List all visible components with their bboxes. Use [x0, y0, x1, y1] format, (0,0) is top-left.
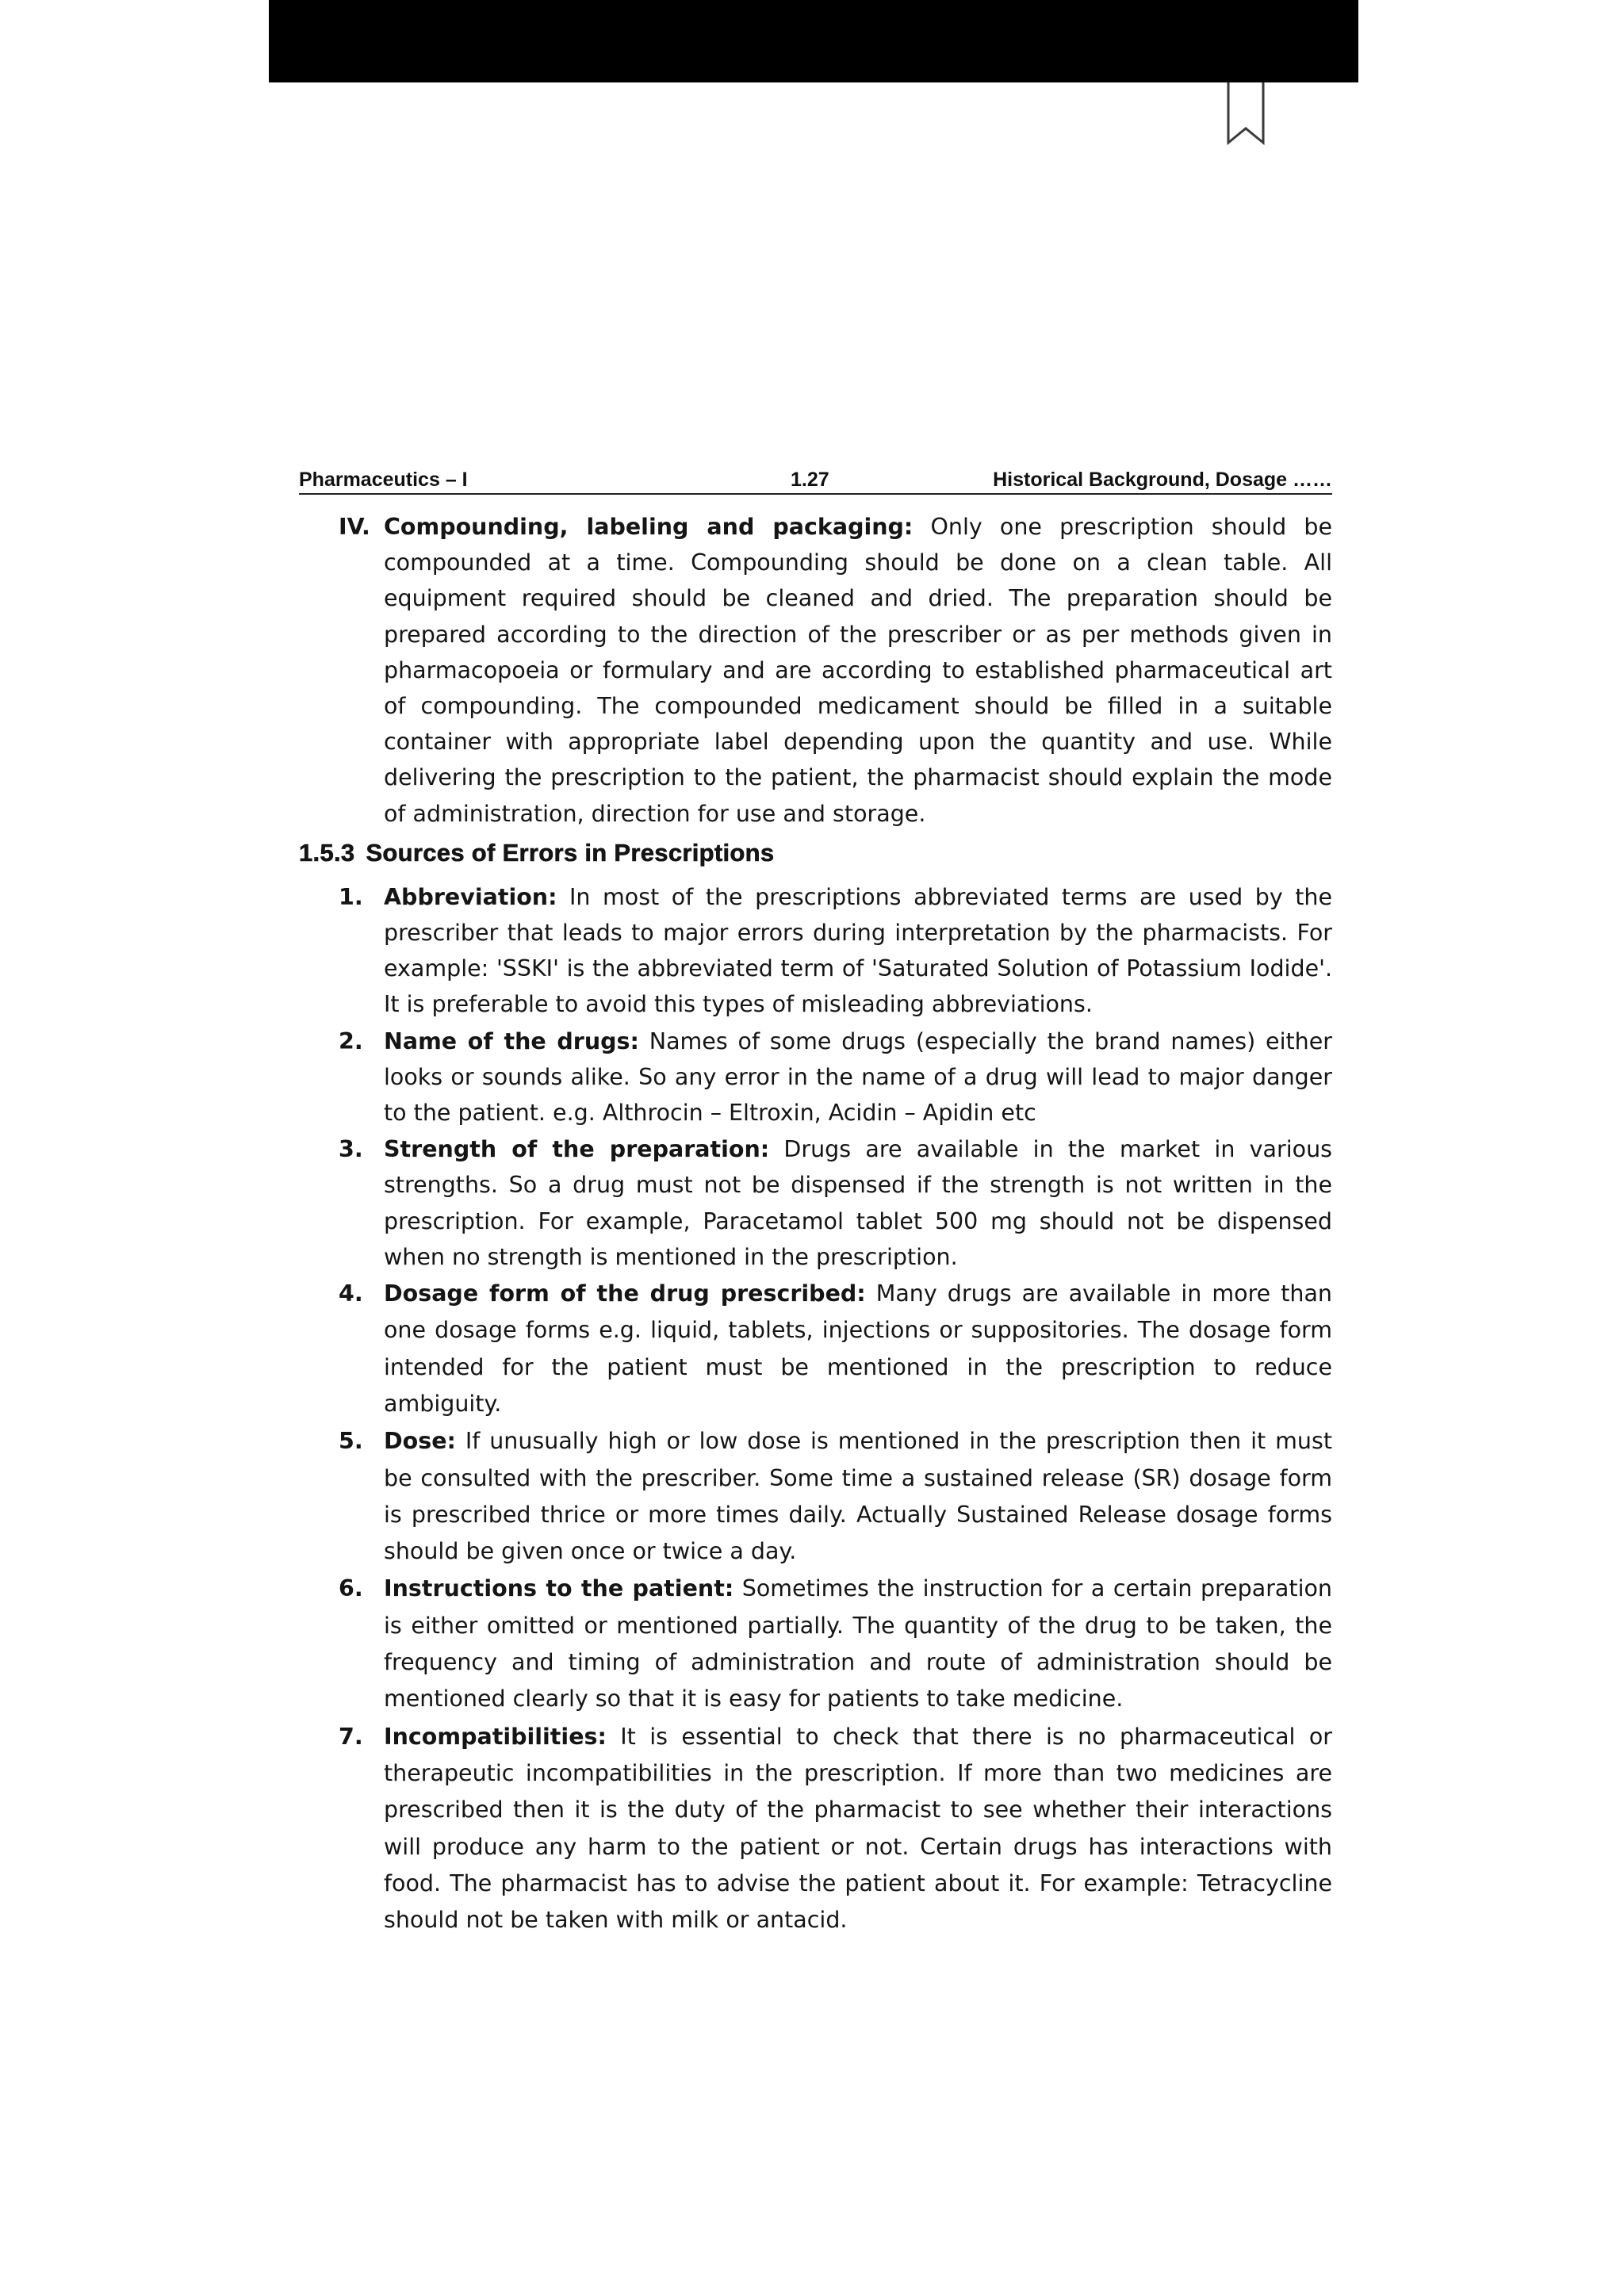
item-number: 2.	[339, 1027, 363, 1054]
list-item	[299, 1719, 1332, 1939]
item-term: Strength of the preparation:	[384, 1136, 770, 1163]
item-text: If unusually high or low dose is mentioned in the prescription then it must be consulted with the prescriber. Some time a sustained release (SR) dosage form is prescribed thrice or more times daily. Actually Sustained Release dosage forms should be given once or twice a day.	[384, 1428, 1332, 1565]
section-heading	[299, 835, 1332, 871]
item-number: 5.	[339, 1428, 363, 1455]
header-page-number: 1.27	[791, 469, 829, 491]
list-item	[299, 1131, 1332, 1275]
item-text: Names of some drugs (especially the brand names) either looks or sounds alike. So any error in the name of a drug will lead to major danger to the patient. e.g. Althrocin – Eltroxin, Acidin – Apidin etc	[384, 1027, 1332, 1127]
item-term: Instructions to the patient:	[384, 1575, 734, 1602]
item-number: 7.	[339, 1723, 363, 1750]
item-term: Name of the drugs:	[384, 1027, 639, 1054]
errors-list	[299, 879, 1332, 1939]
page-content	[299, 509, 1332, 1939]
bookmark-icon[interactable]	[1226, 82, 1266, 146]
item-term: Abbreviation:	[384, 883, 557, 910]
item-term: Dose:	[384, 1428, 456, 1455]
item-number: 4.	[339, 1280, 363, 1307]
list-item	[299, 1024, 1332, 1131]
section-title: Sources of Errors in Prescriptions	[366, 838, 775, 867]
top-black-bar	[269, 0, 1358, 82]
item-text: Only one prescription should be compounded at a time. Compounding should be done on a clean table. All equipment required should be cleaned and dried. The preparation should be prepared according to the direction of the prescriber or as per methods given in pharmacopoeia or formulary and are according to established pharmaceutical art of compounding. The compounded medicament should be filled in a suitable container with appropriate label depending upon the quantity and use. While delivering the prescription to the patient, the pharmacist should explain the mode of administration, direction for use and storage.	[384, 514, 1332, 827]
item-text: It is essential to check that there is no pharmaceutical or therapeutic incompatibilities in the prescription. If more than two medicines are prescribed then it is the duty of the pharmacist to see whether their interactions will produce any harm to the patient or not. Certain drugs has interactions with food. The pharmacist has to advise the patient about it. For example: Tetracycline should not be taken with milk or antacid.	[384, 1723, 1332, 1934]
item-term: Compounding, labeling and packaging:	[384, 514, 914, 540]
item-text: Many drugs are available in more than one dosage forms e.g. liquid, tablets, injections or suppositories. The dosage form intended for the patient must be mentioned in the prescription to reduce ambiguity.	[384, 1280, 1333, 1417]
item-number: 3.	[339, 1136, 363, 1163]
item-term: Dosage form of the drug prescribed:	[384, 1280, 866, 1307]
list-item	[299, 1423, 1332, 1570]
header-chapter-title: Historical Background, Dosage ……	[993, 469, 1332, 491]
item-term: Incompatibilities:	[384, 1723, 607, 1750]
page-header	[299, 466, 1332, 495]
item-text: Drugs are available in the market in various strengths. So a drug must not be dispensed if the strength is not written in the prescription. For example, Paracetamol tablet 500 mg should not be dispensed when no strength is mentioned in the prescription.	[384, 1136, 1332, 1270]
item-number: 1.	[339, 883, 363, 910]
section-number: 1.5.3	[299, 838, 355, 867]
item-text: Sometimes the instruction for a certain preparation is either omitted or mentioned partially. The quantity of the drug to be taken, the frequency and timing of administration and route of administration should be mentioned clearly so that it is easy for patients to take medicine.	[384, 1575, 1332, 1712]
header-book-title: Pharmaceutics – I	[299, 469, 468, 491]
list-item	[299, 1571, 1332, 1717]
item-text: In most of the prescriptions abbreviated terms are used by the prescriber that leads to major errors during interpretation by the pharmacists. For example: 'SSKI' is the abbreviated term of 'Saturated Solution of Potassium Iodide'. It is preferable to avoid this types of misleading abbreviations.	[384, 883, 1332, 1018]
list-item	[299, 879, 1332, 1023]
compounding-item	[299, 509, 1332, 832]
item-number: IV.	[339, 514, 370, 540]
list-item	[299, 1276, 1332, 1422]
item-number: 6.	[339, 1575, 363, 1602]
